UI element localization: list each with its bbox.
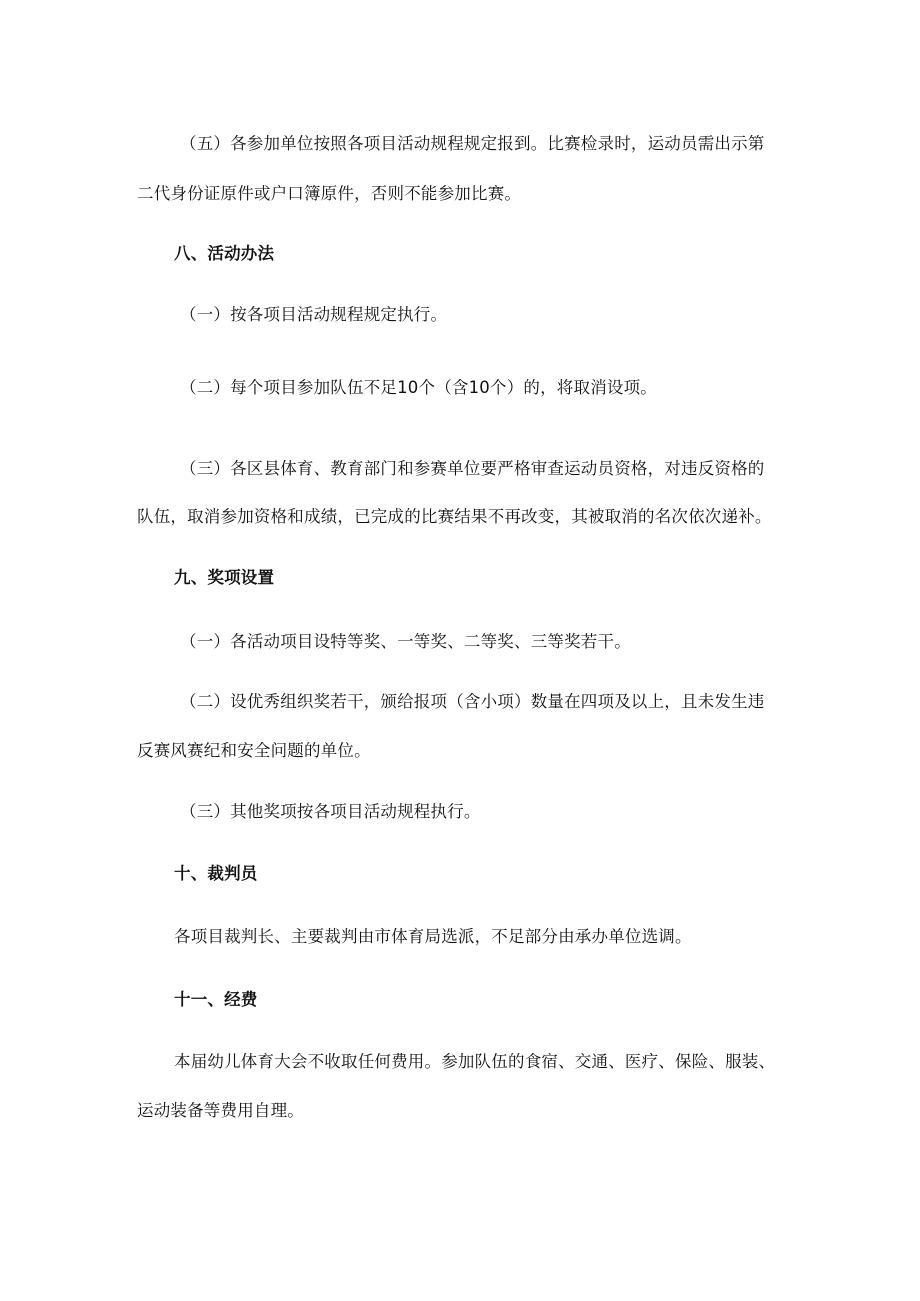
s9-item3: （三）其他奖项按各项目活动规程执行。 [180,802,481,821]
s11-body-line1: 本届幼儿体育大会不收取任何费用。参加队伍的食宿、交通、医疗、保险、服装、 [174,1052,776,1071]
section-11-heading: 十一、经费 [174,990,258,1009]
s10-body: 各项目裁判长、主要裁判由市体育局选派，不足部分由承办单位选调。 [174,927,692,946]
s8-item1: （一）按各项目活动规程规定执行。 [180,305,448,324]
s8-item3-line2: 队伍，取消参加资格和成绩，已完成的比赛结果不再改变，其被取消的名次依次递补。 [137,507,772,526]
s9-item1: （一）各活动项目设特等奖、一等奖、二等奖、三等奖若干。 [180,632,631,651]
s8-item3-line1: （三）各区县体育、教育部门和参赛单位要严格审查运动员资格，对违反资格的 [180,459,765,478]
section-8-heading: 八、活动办法 [174,244,275,263]
s7-item5-line2: 二代身份证原件或户口簿原件，否则不能参加比赛。 [137,184,522,203]
section-10-heading: 十、裁判员 [174,864,258,883]
s9-item2-line2: 反赛风赛纪和安全问题的单位。 [137,741,371,760]
section-9-heading: 九、奖项设置 [174,568,275,587]
s7-item5-line1: （五）各参加单位按照各项目活动规程规定报到。比赛检录时，运动员需出示第 [180,134,765,153]
s9-item2-line1: （二）设优秀组织奖若干，颁给报项（含小项）数量在四项及以上，且未发生违 [180,692,765,711]
s11-body-line2: 运动装备等费用自理。 [137,1101,304,1120]
s8-item2: （二）每个项目参加队伍不足10个（含10个）的，将取消设项。 [180,378,657,397]
